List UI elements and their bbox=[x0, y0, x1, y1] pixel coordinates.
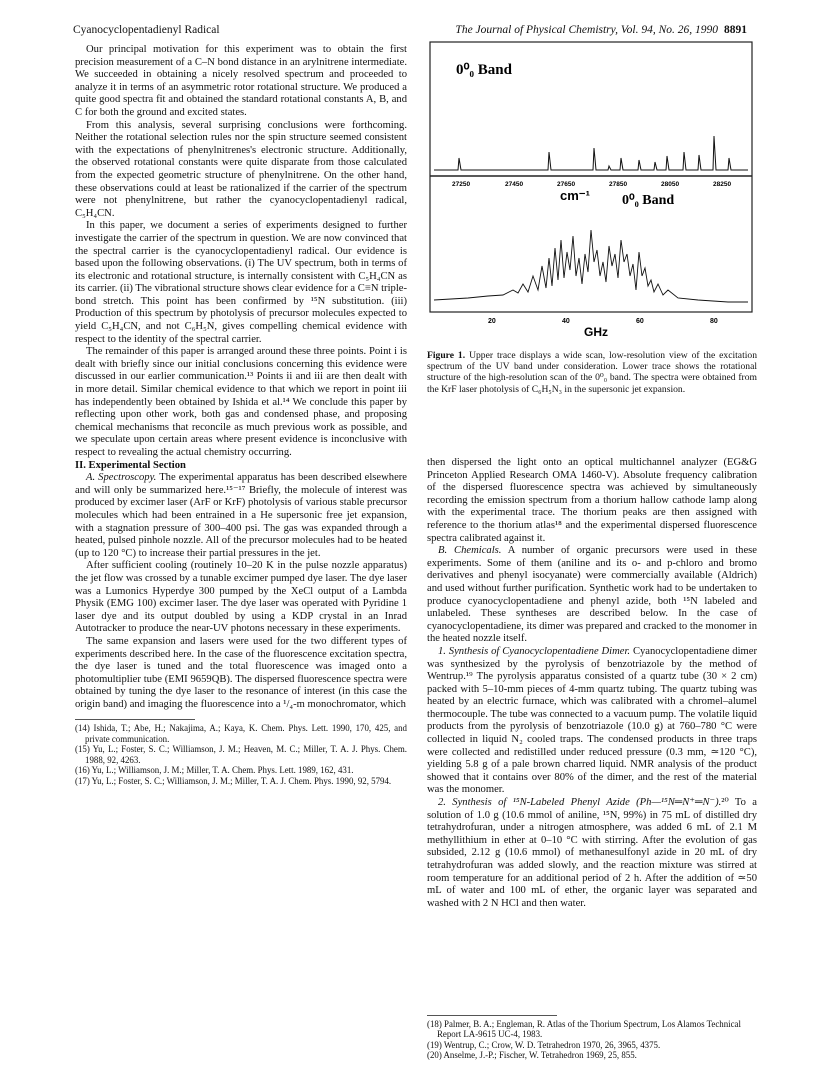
paragraph: The remainder of this paper is arranged around these three points. Point i is dealt with briefly since our initial conclusions concerning this evidence were discussed in our earlier communication.¹³ Points ii and iii are then dealt with in more detail. Similar chemical evidence to that which we report in point iii has independently been obtained by Ishida et al.¹⁴ We conclude this paper by reflecting upon other work, both gas and condensed phase, and proposing chemical mechanisms that reconcile as much previous work as possible, and we speculate upon certain areas where present evidence is inconclusive with respect to revealing the actual chemistry occurring. bbox=[75, 346, 407, 458]
paragraph: The same expansion and lasers were used for the two different types of experiments described here. In the case of the fluorescence excitation spectra, the dye laser is tuned and the total fluorescence was imaged onto a photomultiplier tube (EMI 9659QB). The dispersed fluorescence spectra were obtained by tuning the dye laser to the resonance of interest (in this case the origin band) and imaging the fluorescence into a ¹/₄-m monochromator, which bbox=[75, 635, 407, 710]
reference: (14) Ishida, T.; Abe, H.; Nakajima, A.; Kaya, K. Chem. Phys. Lett. 1990, 170, 425, and private communication. bbox=[75, 723, 407, 744]
tick-label: 80 bbox=[710, 318, 718, 325]
reference: (18) Palmer, B. A.; Engleman, R. Atlas of the Thorium Spectrum, Los Alamos Technical Report LA-9615 UC-4, 1983. bbox=[427, 1019, 741, 1040]
reference: (15) Yu, L.; Foster, S. C.; Williamson, J. M.; Heaven, M. C.; Miller, T. A. J. Phys. Chem. 1988, 92, 4263. bbox=[75, 744, 407, 765]
section-heading: II. Experimental Section bbox=[75, 459, 186, 471]
footnote-rule bbox=[427, 1015, 557, 1016]
reference: (19) Wentrup, C.; Crow, W. D. Tetrahedron 1970, 26, 3965, 4375. bbox=[427, 1039, 661, 1050]
running-head-left: Cyanocyclopentadienyl Radical bbox=[73, 24, 220, 36]
caption-label: Figure 1. bbox=[427, 350, 466, 361]
lower-ticks bbox=[488, 318, 718, 325]
subsection-title: A. Spectroscopy. bbox=[86, 472, 157, 484]
page-number: 8891 bbox=[724, 24, 747, 36]
tick-label: 28050 bbox=[661, 181, 680, 188]
subsection-title: B. Chemicals. bbox=[438, 545, 502, 557]
tick-label: 40 bbox=[562, 318, 570, 325]
figure-caption bbox=[427, 350, 757, 395]
paragraph bbox=[427, 797, 757, 910]
lower-band-label: 0⁰₀ Band bbox=[622, 193, 675, 208]
paragraph-text: A number of organic precursors were used in these experiments. Some of them (aniline and its o- and p-chloro and bromo derivatives and phenyl isocyanate) were commercially available (Aldrich) and used without further purification. Synthetic work had to be undertaken to produce cyanocyclopentadiene and phenyl azide, both ¹⁵N labeled and unlabeled. These syntheses are described below. In the case of cyanocyclopentadiene, its dimer was prepared and cracked to the monomer in the heated nozzle itself. bbox=[427, 545, 757, 645]
paragraph: then dispersed the light onto an optical multichannel analyzer (EG&G Princeton Applied Research OMA 1460-V). Absolute frequency calibration of the dispersed fluorescence spectra was achieved by simultaneously recording the emission spectrum from a thorium hallow cathode lamp along with the experimental trace. The thorium peaks are then assigned with reference to the thorium atlas¹⁸ and the experimental dispersed fluorescence spectra calibrated against it. bbox=[427, 457, 757, 544]
left-column bbox=[75, 44, 407, 786]
paragraph: From this analysis, several surprising conclusions were forthcoming. Neither the rotational selection rules nor the spin structure seemed consistent with the expectations of phenylnitrenes's electronic structure. Additionally, the observed rotational constants were quite disparate from those calculated from the expected geometric structure of phenylnitrene. On the other hand, these observations could at least be rationalized if the carrier of the spectrum were not phenylnitrene, but rather the cyanocyclopentadienyl radical, C₅H₄CN. bbox=[75, 119, 407, 219]
paragraph-text: ²⁰ To a solution of 1.0 g (10.6 mmol of aniline, ¹⁵N, 99%) in 75 mL of distilled dry tetrahydrofuran, under a nitrogen atmosphere, was added 6 mL of 2.1 M methyllithium in ether at 0–10 °C with stirring. After the evolution of gas subsided, 2.12 g (10.6 mmol) of methanesulfonyl azide in 20 mL of dry tetrahydrofuran was added slowly, and the reaction mixture was stirred at room temperature for an additional period of 2 h. After the addition of ≃50 mL of water and 100 mL of ether, the organic layer was separated and washed with 2 N HCl and then water. bbox=[427, 797, 757, 909]
reference: (20) Anselme, J.-P.; Fischer, W. Tetrahedron 1969, 25, 855. bbox=[427, 1050, 637, 1061]
paragraph: Our principal motivation for this experiment was to obtain the first precision measurement of a C–N bond distance in an arylnitrene intermediate. We succeeded in obtaining a nicely resolved spectrum and proceeded to analyze it in terms of an asymmetric rotor rotational structure. We produced a quite good spectra fit and obtained the standard rotational constants A, B, and C for both the ground and excited states. bbox=[75, 44, 407, 118]
tick-label: 27850 bbox=[609, 181, 628, 188]
journal-citation: The Journal of Physical Chemistry, Vol. 94, No. 26, 1990 bbox=[455, 24, 718, 36]
subsection-title: 1. Synthesis of Cyanocyclopentadiene Dimer. bbox=[438, 645, 631, 657]
tick-label: 27250 bbox=[452, 181, 471, 188]
upper-axis-unit: cm⁻¹ bbox=[560, 188, 590, 203]
references-right bbox=[427, 1007, 757, 1061]
paragraph-text: The experimental apparatus has been described elsewhere and will only be summarized here.¹⁵⁻¹⁷ Briefly, the molecule of interest was produced by excimer laser (ArF or KrF) photolysis of various stable precursor molecules which had been entrained in a He supersonic free jet expansion, with a stagnation pressure of 300–400 psi. The gas was expanded through a heated, pulsed pinhole nozzle. All of the precursor molecules had to be heated (up to 120 °C) to increase their partial pressures in the jet. bbox=[75, 472, 408, 559]
paragraph: In this paper, we document a series of experiments designed to further investigate the carrier of the spectrum in question. We are now convinced that the spectral carrier is the cyanocyclopentadienyl radical. Our evidence is based upon the following observations. (i) The UV spectrum, both in terms of its electronic and rotational structure, is internally consistent with C₅H₄CN as its carrier. (ii) The vibrational structure shows clear evidence for a C≡N triple-bond stretch. This point has been confirmed by ¹⁵N substitution. (iii) Production of this spectrum by photolysis of precursor molecules expected to yield C₅H₄CN, and not C₆H₅N, gives compelling chemical evidence with respect to the identity of the spectral carrier. bbox=[75, 220, 408, 345]
paragraph bbox=[75, 472, 407, 560]
caption-text: Upper trace displays a wide scan, low-resolution view of the excitation spectrum of the UV band under consideration. Lower trace shows the rotational structure of the high-resolution scan of the 0⁰₀ band. The spectra were obtained from the KrF laser photolysis of C₆H₅N₃ in the supersonic jet expansion. bbox=[427, 350, 757, 395]
tick-label: 20 bbox=[488, 318, 496, 325]
upper-trace bbox=[434, 136, 748, 170]
spectrum-figure bbox=[428, 40, 754, 340]
upper-ticks bbox=[452, 181, 731, 188]
paragraph-text: Cyanocyclopentadiene dimer was synthesized by the pyrolysis of benzotriazole by the method of Wentrup.¹⁹ The pyrolysis apparatus consisted of a quartz tube (30 × 2 cm) packed with 5–10-mm pieces of 4-mm quartz tubing. The quartz tubing was heated by an electric furnace, which was calibrated with a chromel–alumel thermocouple. The tube was connected to a vacuum pump. The volatile liquid products from the pyrolysis of benzotriazole (10.0 g) at 760–780 °C were collected in liquid N₂ cooled traps. The condensed products in three traps were collected and redistilled under reduced pressure (0.3 mm, ≃120 °C), yielding 5.8 g of a pale brown charred liquid. NMR analysis of the product showed that it contains over 80% of the dimer, and the rest of the material was the monomer. bbox=[427, 645, 757, 796]
reference: (17) Yu, L.; Foster, S. C.; Williamson, J. M.; Miller, T. A. J. Chem. Phys. 1990, 92, 5794. bbox=[75, 775, 392, 786]
tick-label: 60 bbox=[636, 318, 644, 325]
paragraph bbox=[427, 646, 757, 797]
tick-label: 27450 bbox=[505, 181, 524, 188]
lower-trace bbox=[434, 230, 748, 302]
figure-1 bbox=[428, 40, 754, 340]
paragraph bbox=[427, 545, 757, 646]
figure-frame bbox=[430, 42, 752, 312]
subsection-title: 2. Synthesis of ¹⁵N-Labeled Phenyl Azide (Ph—¹⁵N═N⁺═N⁻). bbox=[438, 797, 722, 809]
references-left bbox=[75, 723, 407, 785]
paragraph: After sufficient cooling (routinely 10–20 K in the pulse nozzle apparatus) the jet flow was crossed by a tunable excimer pumped dye laser. The dye laser was a Lumonics Hyperdye 300 pumped by the XeCl output of a Lambda Physik (EMG 100) excimer laser. The dye laser was operated with Pyridine 1 laser dye and its output doubled by using a KDP crystal in an Inrad Autotracker to produce the near-UV photons necessary in these experiments. bbox=[75, 560, 407, 635]
footnote-rule bbox=[75, 719, 195, 720]
reference: (16) Yu, L.; Williamson, J. M.; Miller, T. A. Chem. Phys. Lett. 1989, 162, 431. bbox=[75, 765, 354, 776]
running-head-right bbox=[455, 24, 747, 36]
tick-label: 28250 bbox=[713, 181, 732, 188]
right-column bbox=[427, 457, 757, 910]
upper-band-label: 0⁰₀ Band bbox=[456, 62, 512, 78]
tick-label: 27650 bbox=[557, 181, 576, 188]
lower-axis-unit: GHz bbox=[584, 325, 608, 339]
